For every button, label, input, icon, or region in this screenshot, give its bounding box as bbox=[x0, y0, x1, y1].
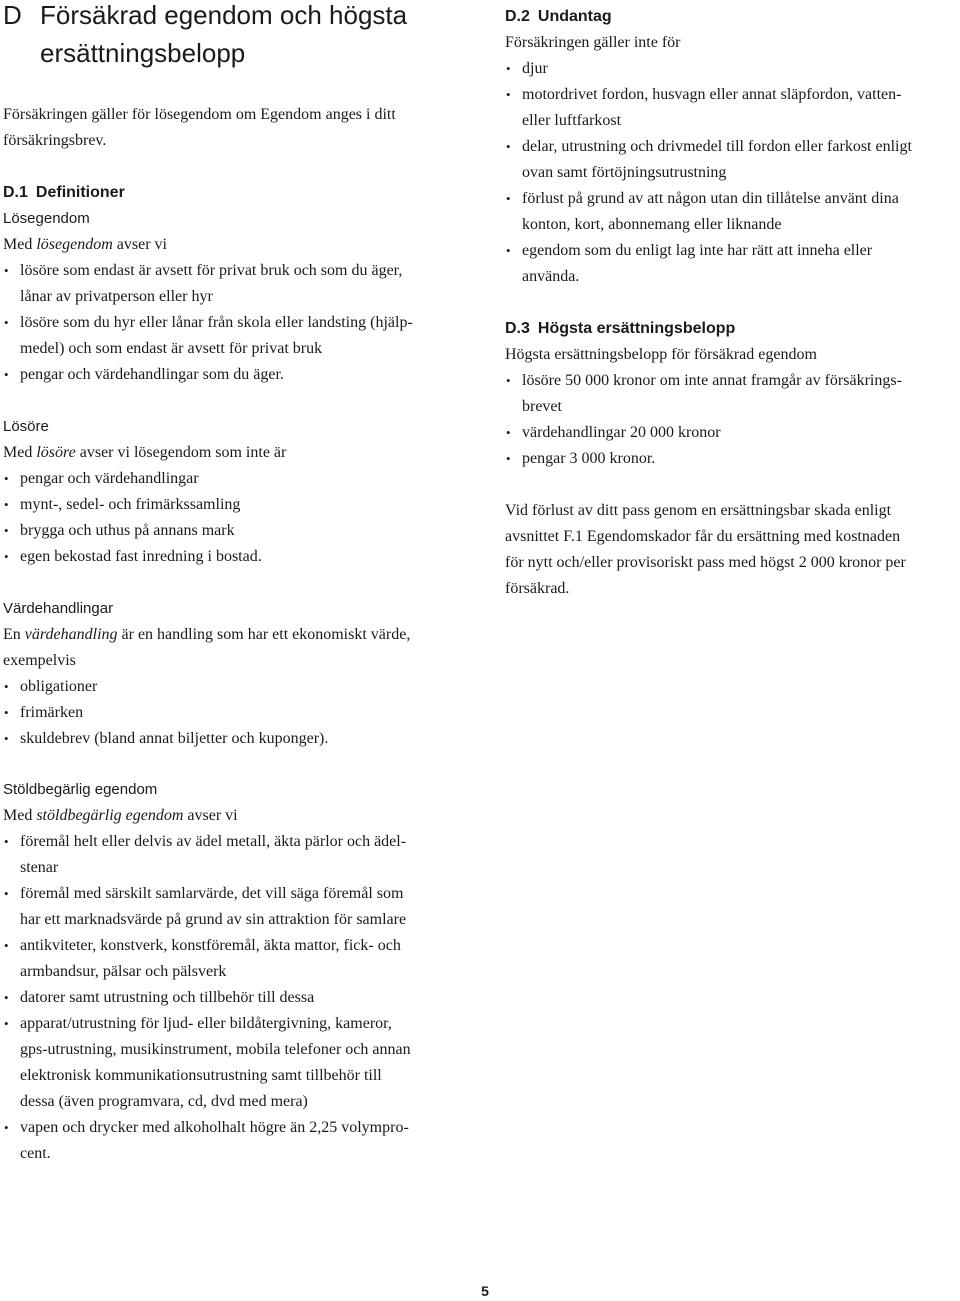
list-item: • förlust på grund av att någon utan din tillåtelse använt dina konton, kort, abonnemang eller liknande bbox=[505, 186, 960, 238]
losore-heading: Lösöre bbox=[3, 418, 49, 435]
list-item: • djur bbox=[505, 56, 960, 82]
vardehandlingar-list bbox=[3, 674, 473, 752]
chapter-intro: Försäkringen gäller för lösegendom om Egendom anges i ditt försäkringsbrev. bbox=[3, 106, 396, 149]
list-item: • mynt-, sedel- och frimärkssamling bbox=[3, 492, 473, 518]
list-item: • egendom som du enligt lag inte har rätt att inneha eller använda. bbox=[505, 238, 960, 290]
list-item: • värdehandlingar 20 000 kronor bbox=[505, 420, 960, 446]
losore-list bbox=[3, 466, 473, 570]
chapter-letter: D bbox=[3, 0, 22, 30]
list-item: • datorer samt utrustning och tillbehör till dessa bbox=[3, 985, 473, 1011]
list-item: • apparat/utrustning för ljud- eller bildåtergivning, kameror, gps-utrustning, musikinstrument, mobila telefoner och annan elektronisk kommunikationsutrustning samt tillbehör till dessa (även programvara, cd, dvd med mera) bbox=[3, 1011, 473, 1115]
hogsta-lead: Högsta ersättningsbelopp för försäkrad egendom bbox=[505, 346, 817, 363]
section-title: Undantag bbox=[537, 8, 612, 25]
losore-lead: Med lösöre avser vi lösegendom som inte är bbox=[3, 444, 287, 461]
stoldbegarlig-heading: Stöldbegärlig egendom bbox=[3, 781, 158, 798]
list-item: • motordrivet fordon, husvagn eller annat släpfordon, vatten- eller luftfarkost bbox=[505, 82, 960, 134]
section-title: Definitioner bbox=[35, 184, 125, 201]
list-item: • antikviteter, konstverk, konstföremål, äkta mattor, fick- och armbandsur, pälsar och pälsverk bbox=[3, 933, 473, 985]
list-item: • lösöre som endast är avsett för privat bruk och som du äger, lånar av privatperson eller hyr bbox=[3, 258, 473, 310]
stoldbegarlig-list bbox=[3, 829, 473, 1167]
list-item: • obligationer bbox=[3, 674, 473, 700]
list-item: • föremål med särskilt samlarvärde, det vill säga föremål som har ett marknadsvärde på grund av sin attraktion för samlare bbox=[3, 881, 473, 933]
vardehandlingar-lead: En värdehandling är en handling som har ett ekonomiskt värde, exempelvis bbox=[3, 626, 411, 669]
list-item: • pengar 3 000 kronor. bbox=[505, 446, 960, 472]
chapter-title: Försäkrad egendom och högsta ersättningsbelopp bbox=[40, 0, 408, 68]
losegendom-lead: Med lösegendom avser vi bbox=[3, 236, 167, 253]
list-item: • delar, utrustning och drivmedel till fordon eller farkost enligt ovan samt förtöjningsutrustning bbox=[505, 134, 960, 186]
section-d1-heading bbox=[3, 180, 473, 206]
vardehandlingar-heading: Värdehandlingar bbox=[3, 600, 114, 617]
list-item: • lösöre som du hyr eller lånar från skola eller landsting (hjälp- medel) och som endast är avsett för privat bruk bbox=[3, 310, 473, 362]
list-item: • egen bekostad fast inredning i bostad. bbox=[3, 544, 473, 570]
section-d3-heading bbox=[505, 316, 960, 342]
section-d2-heading bbox=[505, 4, 960, 30]
section-number: D.3 bbox=[505, 320, 530, 337]
list-item: • frimärken bbox=[3, 700, 473, 726]
section-title: Högsta ersättningsbelopp bbox=[537, 320, 736, 337]
hogsta-list bbox=[505, 368, 960, 472]
undantag-lead: Försäkringen gäller inte för bbox=[505, 34, 681, 51]
stoldbegarlig-lead: Med stöldbegärlig egendom avser vi bbox=[3, 807, 238, 824]
losegendom-heading: Lösegendom bbox=[3, 210, 90, 227]
section-number: D.2 bbox=[505, 8, 530, 25]
losegendom-list bbox=[3, 258, 473, 388]
pass-paragraph: Vid förlust av ditt pass genom en ersättningsbar skada enligt avsnittet F.1 Egendomskador får du ersättning med kostnaden för nytt och/eller provisoriskt pass med högst 2 000 kronor per försäkrad. bbox=[505, 502, 906, 597]
list-item: • lösöre 50 000 kronor om inte annat framgår av försäkrings- brevet bbox=[505, 368, 960, 420]
list-item: • vapen och drycker med alkoholhalt högre än 2,25 volympro- cent. bbox=[3, 1115, 473, 1167]
left-column bbox=[3, 0, 473, 1167]
list-item: • brygga och uthus på annans mark bbox=[3, 518, 473, 544]
list-item: • föremål helt eller delvis av ädel metall, äkta pärlor och ädel- stenar bbox=[3, 829, 473, 881]
list-item: • pengar och värdehandlingar som du äger. bbox=[3, 362, 473, 388]
page-number: 5 bbox=[481, 1283, 489, 1299]
right-column bbox=[505, 4, 960, 602]
list-item: • skuldebrev (bland annat biljetter och kuponger). bbox=[3, 726, 473, 752]
section-number: D.1 bbox=[3, 184, 28, 201]
list-item: • pengar och värdehandlingar bbox=[3, 466, 473, 492]
undantag-list bbox=[505, 56, 960, 290]
chapter-heading bbox=[3, 0, 473, 72]
